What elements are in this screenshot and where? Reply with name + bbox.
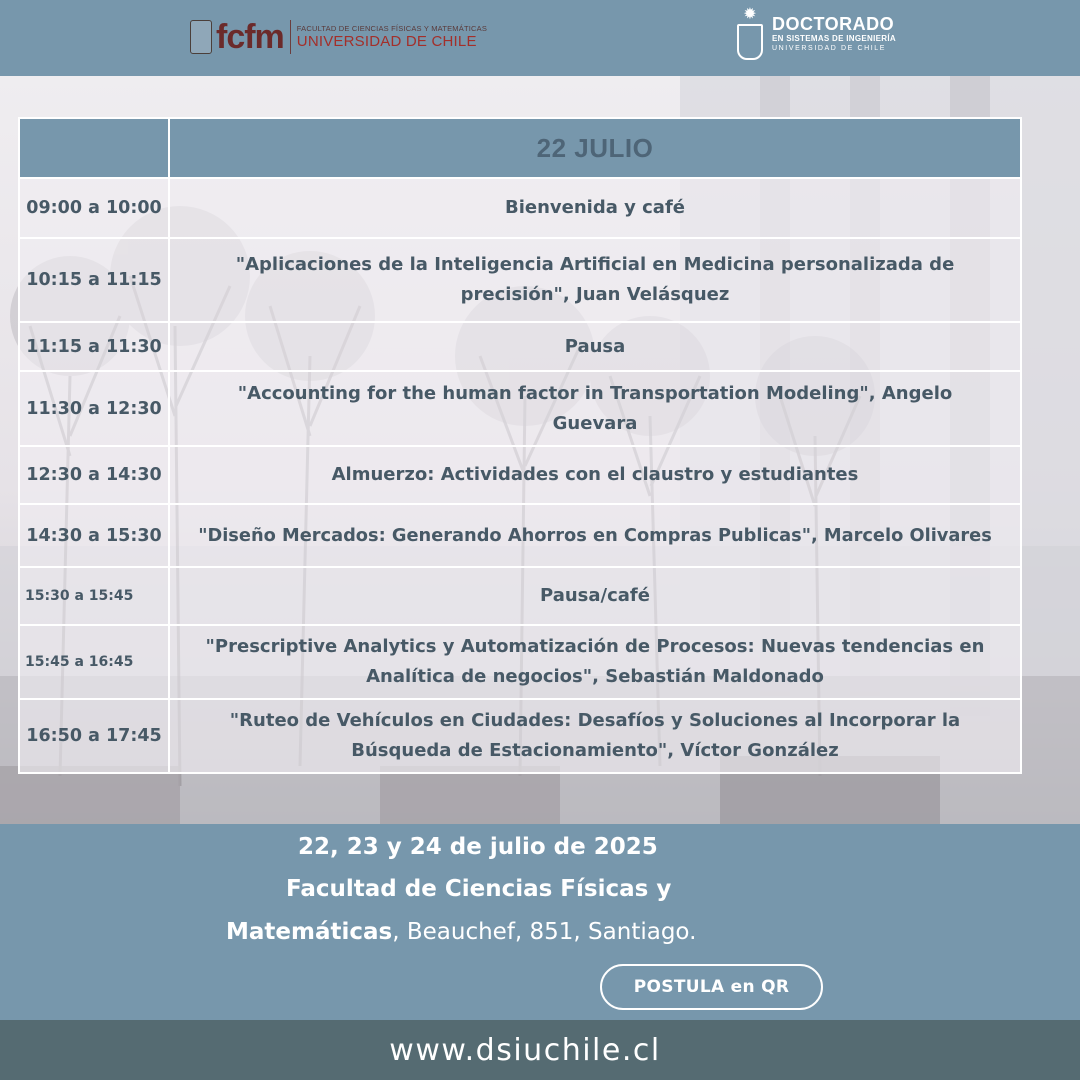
time-cell: 11:30 a 12:30 [19, 371, 169, 446]
website-bar [0, 1020, 1080, 1080]
table-row [19, 625, 1021, 699]
schedule-header-empty-cell [19, 118, 169, 178]
schedule-date-header [169, 118, 1021, 178]
doctorado-crest-icon: ✹ [736, 6, 764, 62]
time-cell: 14:30 a 15:30 [19, 504, 169, 567]
time-cell: 15:30 a 15:45 [19, 567, 169, 625]
fcfm-university-name: UNIVERSIDAD DE CHILE [296, 33, 477, 50]
table-row [19, 446, 1021, 504]
event-cell: Pausa [169, 322, 1021, 371]
event-cell: "Diseño Mercados: Generando Ahorros en Compras Publicas", Marcelo Olivares [169, 504, 1021, 567]
fcfm-logo [190, 14, 487, 60]
university-crest-icon [190, 20, 212, 54]
doctorado-logo-text [772, 14, 896, 54]
time-cell: 09:00 a 10:00 [19, 178, 169, 238]
postula-button[interactable]: POSTULA en QR [600, 964, 823, 1010]
schedule-date: 22 JULIO [536, 132, 654, 163]
time-cell: 16:50 a 17:45 [19, 699, 169, 773]
event-cell: Pausa/café [169, 567, 1021, 625]
schedule-table [18, 117, 1022, 774]
doctorado-title: DOCTORADO [772, 14, 895, 34]
venue-line-2 [226, 919, 696, 945]
venue-bold: Matemáticas [226, 919, 393, 945]
event-dates: 22, 23 y 24 de julio de 2025 [298, 834, 658, 860]
event-cell: "Prescriptive Analytics y Automatización de Procesos: Nuevas tendencias en Analítica de negocios", Sebastián Maldonado [169, 625, 1021, 699]
event-cell: "Ruteo de Vehículos en Ciudades: Desafíos y Soluciones al Incorporar la Búsqueda de Estacionamiento", Víctor González [169, 699, 1021, 773]
fcfm-faculty-name: FACULTAD DE CIENCIAS FÍSICAS Y MATEMÁTICAS [296, 24, 488, 33]
doctorado-university: UNIVERSIDAD DE CHILE [772, 45, 887, 52]
time-cell: 12:30 a 14:30 [19, 446, 169, 504]
table-row [19, 371, 1021, 446]
table-row [19, 504, 1021, 567]
table-row [19, 178, 1021, 238]
schedule-header-row [19, 118, 1021, 178]
event-cell: Almuerzo: Actividades con el claustro y estudiantes [169, 446, 1021, 504]
event-cell: Bienvenida y café [169, 178, 1021, 238]
time-cell: 15:45 a 16:45 [19, 625, 169, 699]
header-banner [0, 0, 1080, 76]
event-cell: "Accounting for the human factor in Transportation Modeling", Angelo Guevara [169, 371, 1021, 446]
fcfm-logo-text [295, 24, 487, 50]
doctorado-subtitle: EN SISTEMAS DE INGENIERÍA [772, 34, 896, 43]
table-row [19, 322, 1021, 371]
time-cell: 10:15 a 11:15 [19, 238, 169, 322]
website-link[interactable]: www.dsiuchile.cl [389, 1032, 661, 1068]
fcfm-logo-mark: fcfm [216, 20, 291, 54]
table-row [19, 699, 1021, 773]
table-row [19, 238, 1021, 322]
event-cell: "Aplicaciones de la Inteligencia Artificial en Medicina personalizada de precisión", Juan Velásquez [169, 238, 1021, 322]
table-row [19, 567, 1021, 625]
venue-address: , Beauchef, 851, Santiago. [392, 919, 697, 945]
time-cell: 11:15 a 11:30 [19, 322, 169, 371]
doctorado-logo [736, 6, 896, 62]
venue-line-1: Facultad de Ciencias Físicas y [286, 876, 672, 902]
